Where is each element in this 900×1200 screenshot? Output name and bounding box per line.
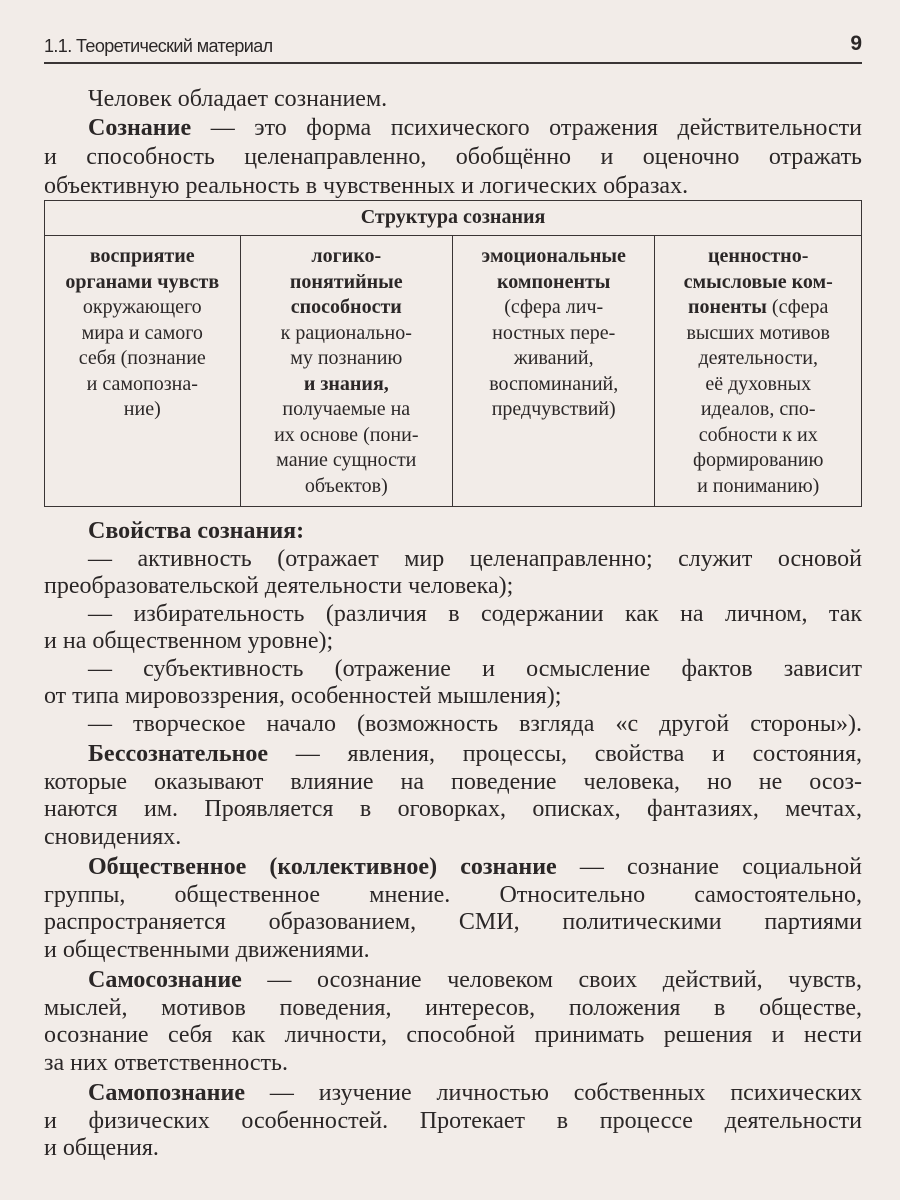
cell-line xyxy=(49,244,236,270)
line-text: мыслей, мотивов поведения, интересов, положения в обществе, xyxy=(44,994,862,1021)
cell-line xyxy=(245,346,448,372)
cell-line xyxy=(457,295,650,321)
cell-line xyxy=(245,448,448,474)
term: органами чувств xyxy=(65,270,220,293)
line-text: и способность целенаправленно, обобщённо и оценочно отражать xyxy=(44,144,862,170)
table-cell xyxy=(655,236,862,507)
line-text: сновидениях. xyxy=(44,823,182,850)
cell-line xyxy=(49,295,236,321)
line-text: — творческое начало (возможность взгляда «с другой стороны»). xyxy=(88,710,862,737)
line-text: и пониманию) xyxy=(697,474,820,497)
line-text: деятельности, xyxy=(698,347,818,369)
text-line xyxy=(44,796,862,824)
text-line xyxy=(44,656,862,684)
line-text: воспоминаний, xyxy=(489,372,619,395)
cell-line xyxy=(245,372,448,398)
cell-line xyxy=(659,295,857,321)
cell-line xyxy=(457,372,650,398)
text-line xyxy=(44,824,862,852)
cell-line xyxy=(457,346,650,372)
cell-line xyxy=(245,270,448,296)
line-text: ние) xyxy=(123,398,161,420)
line-text: — сознание социальной xyxy=(556,854,863,880)
table-cell xyxy=(45,236,241,507)
cell-line xyxy=(659,321,857,347)
text-line xyxy=(44,114,862,143)
text-line xyxy=(44,85,862,114)
line-text: группы, общественное мнение. Относительно самостоятельно, xyxy=(44,881,862,908)
line-text: формированию xyxy=(693,449,824,471)
line-text: ностных пере- xyxy=(492,321,616,344)
term: восприятие xyxy=(89,245,195,267)
text-line xyxy=(44,909,862,937)
cell-line xyxy=(49,397,236,423)
line-text: (сфера xyxy=(766,296,829,318)
text-line xyxy=(44,882,862,910)
cell-line xyxy=(659,474,857,500)
line-text: му познанию xyxy=(290,347,403,369)
line-text: наются им. Проявляется в оговорках, описках, фантазиях, мечтах, xyxy=(44,796,862,822)
cell-line xyxy=(659,423,857,449)
text-line xyxy=(44,628,862,656)
line-text: её духовных xyxy=(705,372,812,395)
term: Бессознательное xyxy=(88,741,269,767)
table-cell xyxy=(240,236,452,507)
term: Самосознание xyxy=(88,967,242,993)
cell-line xyxy=(49,372,236,398)
text-line xyxy=(44,1108,862,1136)
cell-line xyxy=(659,346,857,372)
line-text: распространяется образованием, СМИ, политическими партиями xyxy=(44,909,862,935)
table-row xyxy=(45,236,862,507)
line-text: и на общественном уровне); xyxy=(44,628,334,654)
line-text: преобразовательской деятельности человека); xyxy=(44,573,514,599)
cell-line xyxy=(659,397,857,423)
cell-line xyxy=(457,270,650,296)
text-line xyxy=(44,769,862,797)
text-line xyxy=(44,967,862,995)
page-number: 9 xyxy=(850,32,862,55)
line-text: получаемые на xyxy=(282,398,411,420)
line-text: — изучение личностью собственных психических xyxy=(244,1080,862,1106)
text-line xyxy=(44,854,862,882)
paragraph xyxy=(44,1080,862,1163)
text-line xyxy=(44,711,862,739)
line-text: их основе (пони- xyxy=(274,423,419,446)
line-text: объектов) xyxy=(304,474,388,497)
text-line xyxy=(44,143,862,172)
text-line xyxy=(44,172,862,201)
text-line xyxy=(44,546,862,574)
term: Самопознание xyxy=(88,1080,245,1106)
intro-text xyxy=(44,85,862,201)
text-line xyxy=(44,1022,862,1050)
line-text: мира и самого xyxy=(81,321,203,344)
line-text: высших мотивов xyxy=(686,321,830,344)
line-text: идеалов, спо- xyxy=(700,398,816,420)
paragraph xyxy=(44,741,862,851)
consciousness-structure-table xyxy=(44,200,862,507)
line-text: — явления, процессы, свойства и состояния, xyxy=(268,741,862,767)
cell-line xyxy=(49,346,236,372)
term: смысловые ком- xyxy=(683,270,833,293)
paragraph xyxy=(44,967,862,1077)
cell-line xyxy=(245,321,448,347)
paragraph xyxy=(44,854,862,964)
cell-line xyxy=(659,448,857,474)
line-text: и общественными движениями. xyxy=(44,936,370,963)
line-text: осознание себя как личности, способной принимать решения и нести xyxy=(44,1022,862,1048)
term: Общественное (коллективное) сознание xyxy=(88,854,557,880)
running-header xyxy=(44,30,862,64)
term: поненты xyxy=(688,296,767,318)
paragraph xyxy=(44,518,862,738)
line-text: — это форма психического отражения действительности xyxy=(191,115,862,141)
text-line xyxy=(44,995,862,1023)
line-text: к рационально- xyxy=(280,321,412,344)
term: логико- xyxy=(311,245,382,267)
line-text: — осознание человеком своих действий, чувств, xyxy=(241,967,862,993)
term: Сознание xyxy=(88,115,192,141)
table-title: Структура сознания xyxy=(45,201,862,236)
cell-line xyxy=(49,270,236,296)
cell-line xyxy=(245,244,448,270)
text-line xyxy=(44,601,862,629)
text-line xyxy=(44,741,862,769)
line-text: — субъективность (отражение и осмысление фактов зависит xyxy=(88,655,862,682)
text-line xyxy=(44,518,862,546)
cell-line xyxy=(245,295,448,321)
line-text: и общения. xyxy=(44,1135,159,1161)
term: Свойства сознания: xyxy=(88,518,305,544)
line-text: живаний, xyxy=(513,347,594,369)
cell-line xyxy=(245,474,448,500)
cell-line xyxy=(245,423,448,449)
line-text: себя (познание xyxy=(78,347,206,369)
section-title: 1.1. Теоретический материал xyxy=(44,36,273,56)
line-text: собности к их xyxy=(698,423,818,446)
term: ценностно- xyxy=(708,245,809,267)
cell-line xyxy=(457,397,650,423)
text-line xyxy=(44,937,862,965)
line-text: — активность (отражает мир целенаправленно; служит основой xyxy=(88,545,862,572)
cell-line xyxy=(49,321,236,347)
line-text: Человек обладает сознанием. xyxy=(88,86,388,112)
line-text: окружающего xyxy=(82,296,202,318)
term: способности xyxy=(290,296,402,318)
term: понятийные xyxy=(289,270,403,293)
cell-line xyxy=(659,270,857,296)
cell-line xyxy=(659,372,857,398)
cell-line xyxy=(245,397,448,423)
text-line xyxy=(44,573,862,601)
line-text: и самопозна- xyxy=(86,372,198,395)
cell-line xyxy=(659,244,857,270)
term: компоненты xyxy=(497,270,611,293)
text-line xyxy=(44,1080,862,1108)
term: эмоциональные xyxy=(481,245,626,267)
text-line xyxy=(44,1135,862,1163)
line-text: (сфера лич- xyxy=(504,296,604,318)
properties-text xyxy=(44,518,862,1166)
text-line xyxy=(44,683,862,711)
line-text: мание сущности xyxy=(276,449,417,471)
line-text: которые оказывают влияние на поведение человека, но не осоз- xyxy=(44,768,862,795)
line-text: объективную реальность в чувственных и логических образах. xyxy=(44,173,689,199)
table-cell xyxy=(453,236,655,507)
line-text: за них ответственность. xyxy=(44,1049,288,1076)
line-text: предчувствий) xyxy=(491,398,616,420)
line-text: и физических особенностей. Протекает в процессе деятельности xyxy=(44,1107,862,1134)
line-text: — избирательность (различия в содержании как на личном, так xyxy=(88,600,862,627)
line-text: от типа мировоззрения, особенностей мышления); xyxy=(44,683,562,709)
text-line xyxy=(44,1050,862,1078)
cell-line xyxy=(457,321,650,347)
term: и знания, xyxy=(303,372,389,395)
cell-line xyxy=(457,244,650,270)
